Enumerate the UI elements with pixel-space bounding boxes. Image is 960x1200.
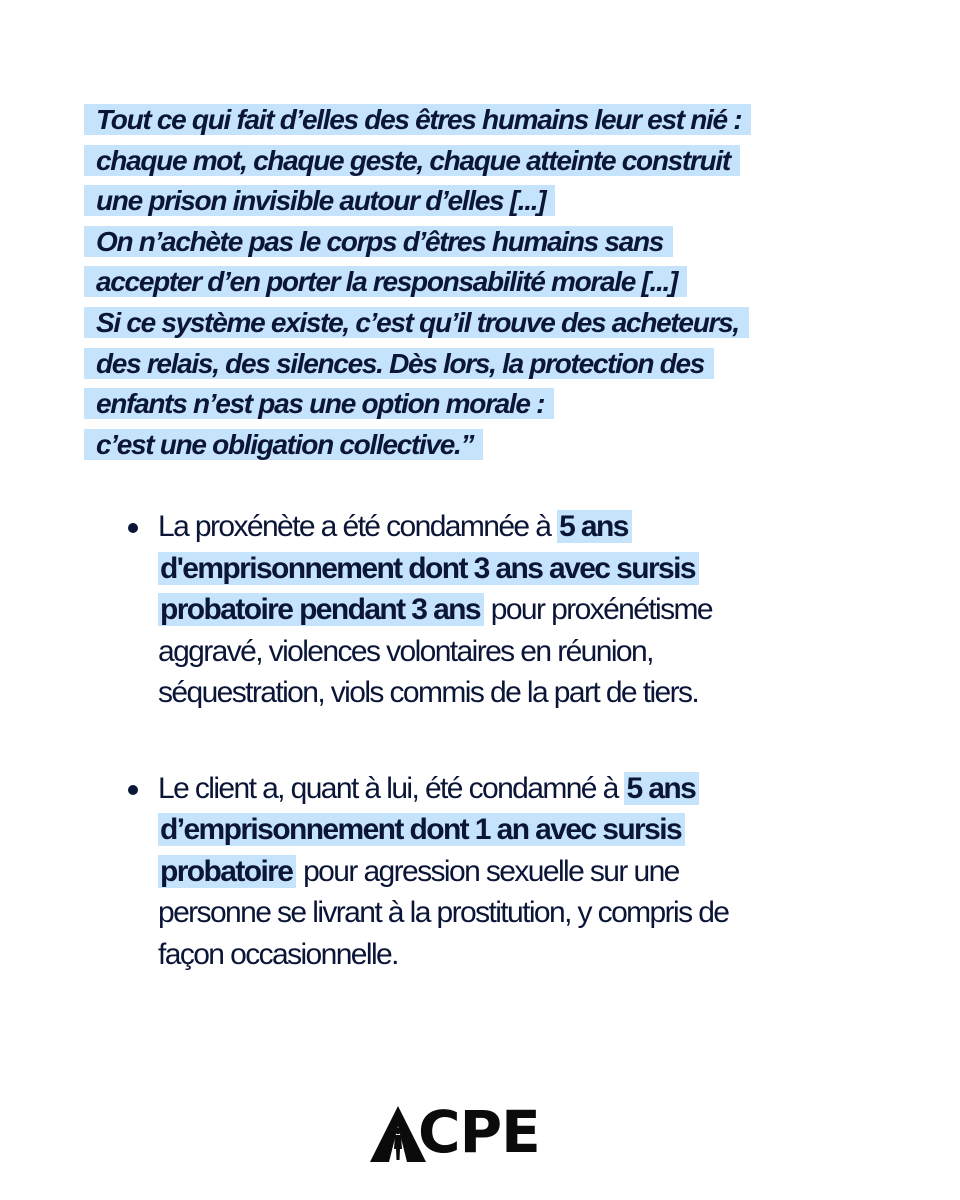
quote-line: enfants n’est pas une option morale : (84, 384, 884, 425)
logo-text: CPE (418, 1098, 540, 1166)
quote-line: une prison invisible autour d’elles [...] (84, 181, 884, 222)
bullet-dot-icon (128, 523, 138, 533)
bullet-dot-icon (128, 785, 138, 795)
sentence-highlight: 5 ans (624, 772, 699, 805)
sentence-highlight: d'emprisonnement dont 3 ans avec sursis (158, 552, 699, 585)
quote-line: chaque mot, chaque geste, chaque atteinte construit (84, 141, 884, 182)
list-item-proxenete: La proxénète a été condamnée à 5 ans d'emprisonnement dont 3 ans avec sursis probatoire pendant 3 ans pour proxénétisme aggravé, violences volontaires en réunion, séquestration, viols commis de la part de tiers. (122, 506, 882, 714)
sentence-highlight: probatoire pendant 3 ans (158, 593, 484, 626)
sentence-highlight: probatoire (158, 855, 296, 888)
quote-line: des relais, des silences. Dès lors, la protection des (84, 344, 884, 385)
quote-block (84, 100, 884, 465)
quote-line: accepter d’en porter la responsabilité morale [...] (84, 262, 884, 303)
quote-line: Tout ce qui fait d’elles des êtres humains leur est nié : (84, 100, 884, 141)
list-item-client: Le client a, quant à lui, été condamné à 5 ans d’emprisonnement dont 1 an avec sursis probatoire pour agression sexuelle sur une personne se livrant à la prostitution, y compris de façon occasionnelle. (122, 768, 882, 976)
sentence-highlight: d’emprisonnement dont 1 an avec sursis (158, 813, 685, 846)
quote-line: Si ce système existe, c’est qu’il trouve des acheteurs, (84, 303, 884, 344)
sentence-list (122, 506, 882, 975)
acpe-logo (370, 1098, 592, 1166)
quote-line: c’est une obligation collective.” (84, 425, 884, 466)
sentence-highlight: 5 ans (557, 510, 632, 543)
quote-line: On n’achète pas le corps d’êtres humains sans (84, 222, 884, 263)
